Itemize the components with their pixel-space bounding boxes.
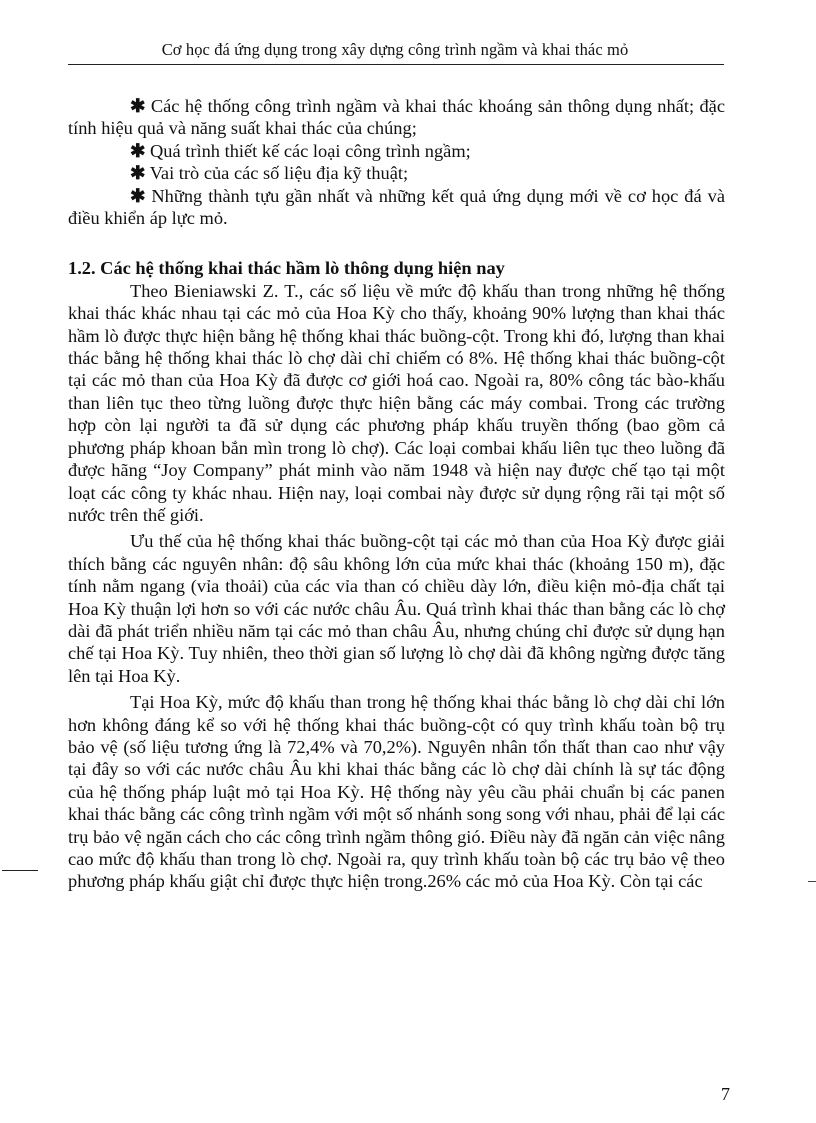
paragraph: Ưu thế của hệ thống khai thác buồng-cột tại các mỏ than của Hoa Kỳ được giải thích bằng các nguyên nhân: độ sâu không lớn của mức khai thác (khoảng 150 m), đặc tính nằm ngang (vỉa thoải) của các vỉa than có chiều dày lớn, điều kiện mỏ-địa chất tại Hoa Kỳ thuận lợi hơn so với các nước châu Âu. Quá trình khai thác than bằng các lò chợ dài đã phát triển nhiều năm tại các mỏ than châu Âu, nhưng chúng chỉ được sử dụng hạn chế tại Hoa Kỳ. Tuy nhiên, theo thời gian số lượng lò chợ dài đã không ngừng được tăng lên tại Hoa Kỳ. (68, 531, 725, 686)
bullet-text: Quá trình thiết kế các loại công trình ngầm; (150, 140, 471, 161)
section-heading: 1.2. Các hệ thống khai thác hầm lò thông dụng hiện nay (68, 258, 505, 279)
bullet-text: Các hệ thống công trình ngầm và khai thác khoáng sản thông dụng nhất; đặc tính hiệu quả và năng suất khai thác của chúng; (68, 96, 725, 139)
bullet-item (68, 162, 725, 184)
margin-mark-right (808, 881, 816, 882)
margin-mark-left (2, 870, 38, 871)
asterisk-bullet-icon: ✱ (130, 96, 146, 116)
body-text (68, 95, 725, 893)
bullet-item (68, 95, 725, 140)
running-header: Cơ học đá ứng dụng trong xây dựng công trình ngầm và khai thác mỏ (161, 40, 629, 59)
asterisk-bullet-icon: ✱ (130, 163, 146, 184)
header-rule (68, 64, 724, 65)
bullet-text: Vai trò của các số liệu địa kỹ thuật; (149, 163, 409, 184)
paragraph: Tại Hoa Kỳ, mức độ khấu than trong hệ thống khai thác bằng lò chợ dài chỉ lớn hơn không đáng kể so với hệ thống khai thác buồng-cột có quy trình khấu toàn bộ trụ bảo vệ (số liệu tương ứng là 72,4% và 70,2%). Nguyên nhân tổn thất than cao như vậy tại đây so với các nước châu Âu khi khai thác bằng các lò chợ dài chính là sự tác động của hệ thống pháp luật mỏ tại Hoa Kỳ. Hệ thống này yêu cầu phải chuẩn bị các panen khai thác bằng các công trình ngầm với một số nhánh song song với nhau, phải để lại các trụ bảo vệ ngăn cách cho các công trình ngầm thông gió. Điều này đã ngăn cản việc nâng cao mức độ khấu than trong lò chợ. Ngoài ra, quy trình khấu toàn bộ các trụ bảo vệ theo phương pháp khấu giật chỉ được thực hiện trong.26% các mỏ của Hoa Kỳ. Còn tại các (68, 692, 725, 892)
asterisk-bullet-icon: ✱ (130, 185, 146, 206)
bullet-text: Những thành tựu gần nhất và những kết quả ứng dụng mới về cơ học đá và điều khiển áp lực mỏ. (68, 185, 725, 229)
bullet-item (68, 185, 725, 230)
asterisk-bullet-icon: ✱ (130, 140, 146, 161)
page-number: 7 (721, 1084, 730, 1104)
paragraph: Theo Bieniawski Z. T., các số liệu về mức độ khấu than trong những hệ thống khai thác khác nhau tại các mỏ của Hoa Kỳ cho thấy, khoảng 90% lượng than khai thác hầm lò được thực hiện bằng hệ thống khai thác buồng-cột. Trong khi đó, lượng than khai thác bằng hệ thống khai thác lò chợ dài chỉ chiếm có 8%. Hệ thống khai thác buồng-cột tại các mỏ than của Hoa Kỳ đã được cơ giới hoá cao. Ngoài ra, 80% công tác bào-khấu than liên tục theo từng luồng được thực hiện bằng các máy combai. Trong các trường hợp còn lại người ta đã sử dụng các phương pháp khấu truyền thống (bao gồm cả phương pháp khoan bắn mìn trong lò chợ). Các loại combai khấu liên tục theo luồng đã được hãng “Joy Company” phát minh vào năm 1948 và hiện nay được chế tạo tại một loạt các công ty khác nhau. Hiện nay, loại combai này được sử dụng rộng rãi tại một số nước trên thế giới. (68, 280, 725, 525)
bullet-item (68, 140, 725, 162)
